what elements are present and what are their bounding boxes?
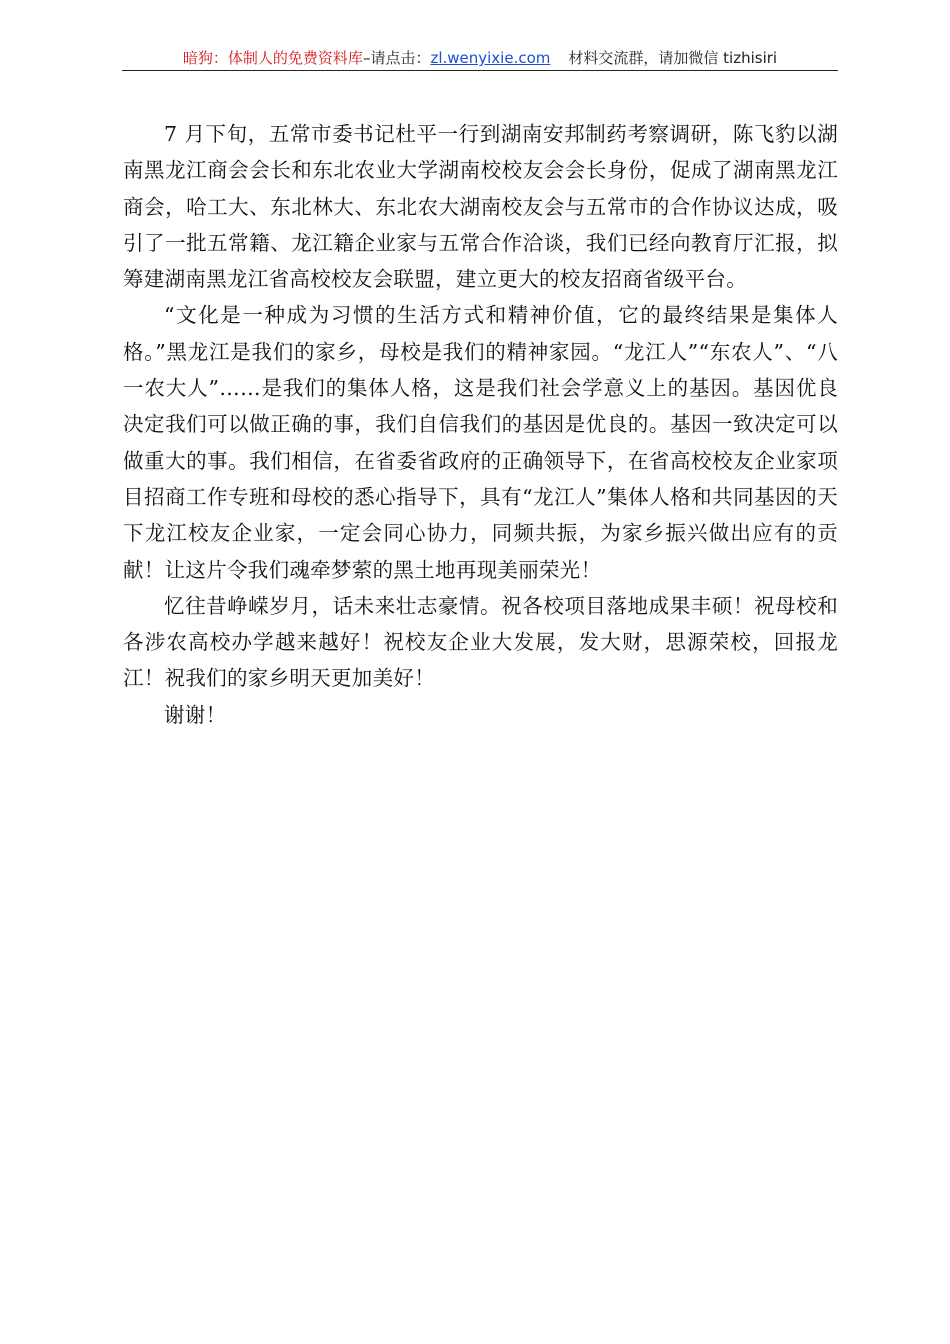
paragraph: 忆往昔峥嵘岁月，话未来壮志豪情。祝各校项目落地成果丰硕！祝母校和各涉农高校办学越来越好！祝校友企业大发展，发大财，思源荣校，回报龙江！祝我们的家乡明天更加美好！: [123, 593, 838, 691]
header-link[interactable]: zl.wenyixie.com: [430, 49, 551, 67]
paragraph: 谢谢！: [164, 702, 227, 727]
paragraph: “文化是一种成为习惯的生活方式和精神价值，它的最终结果是集体人格。”黑龙江是我们的家乡，母校是我们的精神家园。“龙江人”“东农人”、“八一农大人”……是我们的集体人格，这是我们社会学意义上的基因。基因优良决定我们可以做正确的事，我们自信我们的基因是优良的。基因一致决定可以做重大的事。我们相信，在省委省政府的正确领导下，在省高校校友企业家项目招商工作专班和母校的悉心指导下，具有“龙江人”集体人格和共同基因的天下龙江校友企业家，一定会同心协力，同频共振，为家乡振兴做出应有的贡献！让这片令我们魂牵梦萦的黑土地再现美丽荣光！: [123, 303, 838, 582]
header-divider: [122, 70, 838, 71]
paragraph: 7 月下旬，五常市委书记杜平一行到湖南安邦制药考察调研，陈飞豹以湖南黑龙江商会会长和东北农业大学湖南校校友会会长身份，促成了湖南黑龙江商会，哈工大、东北林大、东北农大湖南校友会与五常市的合作协议达成，吸引了一批五常籍、龙江籍企业家与五常合作洽谈，我们已经向教育厅汇报，拟筹建湖南黑龙江省高校校友会联盟，建立更大的校友招商省级平台。: [123, 122, 838, 292]
header-brand: 暗狗：体制人的免费资料库: [182, 49, 363, 67]
header-prompt: –请点击：: [362, 49, 431, 67]
header-group-info: 材料交流群，请加微信 tizhisiri: [568, 49, 778, 67]
document-body: [123, 116, 838, 733]
page-header: [122, 46, 838, 70]
